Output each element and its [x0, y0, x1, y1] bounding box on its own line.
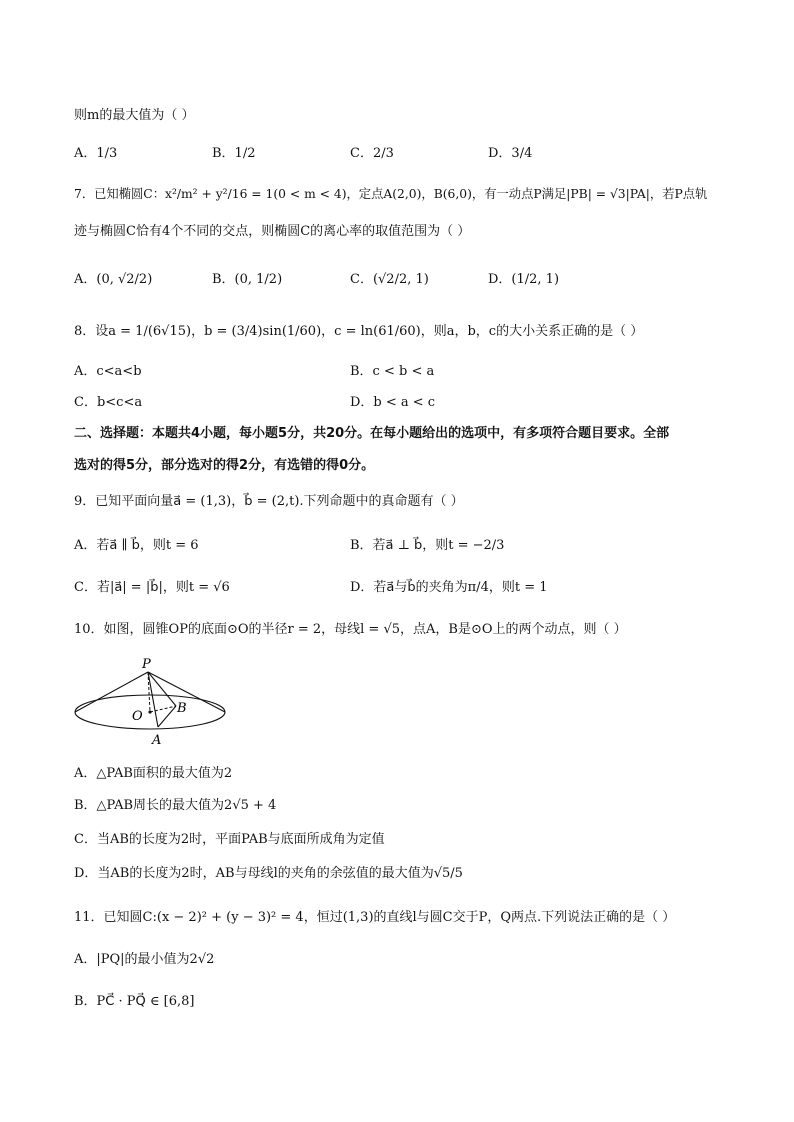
q11-option-a: A．|PQ|的最小值为2√2: [74, 952, 215, 967]
q6-option-a: A．1/3: [74, 146, 118, 161]
q11-stem: 11．已知圆C:(x − 2)² + (y − 3)² = 4，恒过(1,3)的直线l与圆C交于P，Q两点.下列说法正确的是（ ）: [74, 910, 676, 925]
cone-diagram: [70, 656, 230, 746]
q6-option-d: D．3/4: [488, 146, 533, 161]
q8-option-d: D．b < a < c: [350, 395, 436, 410]
label-o: O: [132, 709, 143, 724]
q7-stem-line1: 7．已知椭圆C：x²/m² + y²/16 = 1(0 < m < 4)，定点A(2,0)，B(6,0)，有一动点P满足|PB| = √3|PA|，若P点轨: [74, 187, 708, 201]
q8-option-c: C．b<c<a: [74, 395, 143, 410]
q8-option-b: B．c < b < a: [350, 364, 435, 379]
q6-option-c: C．2/3: [350, 146, 394, 161]
segment-pb: [148, 672, 176, 706]
q6-tail: 则m的最大值为（ ）: [74, 108, 195, 123]
q8-stem: 8．设a = 1/(6√15)，b = (3/4)sin(1/60)，c = ln(61/60)，则a，b，c的大小关系正确的是（ ）: [74, 324, 644, 339]
label-p: P: [142, 657, 151, 672]
section2-heading-line1: 二、选择题：本题共4小题，每小题5分，共20分。在每小题给出的选项中，有多项符合题目要求。全部: [74, 426, 670, 441]
section2-heading-line2: 选对的得5分，部分选对的得2分，有选错的得0分。: [74, 458, 375, 473]
q8-option-a: A．c<a<b: [74, 364, 142, 379]
q7-option-b: B．(0, 1/2): [212, 272, 283, 287]
q9-option-c: C．若|a⃗| = |b⃗|，则t = √6: [74, 580, 230, 595]
q9-stem: 9．已知平面向量a⃗ = (1,3)，b⃗ = (2,t).下列命题中的真命题有（ ）: [74, 494, 464, 509]
q9-option-d: D．若a⃗与b⃗的夹角为π/4，则t = 1: [350, 580, 548, 595]
q10-stem: 10．如图，圆锥OP的底面⊙O的半径r = 2，母线l = √5，点A，B是⊙O上的两个动点，则（ ）: [74, 622, 627, 637]
q10-option-b: B．△PAB周长的最大值为2√5 + 4: [74, 798, 277, 813]
q10-option-a: A．△PAB面积的最大值为2: [74, 766, 233, 781]
q11-option-b: B．PC⃗ · PQ⃗ ∈ [6,8]: [74, 994, 195, 1009]
q10-option-c: C．当AB的长度为2时，平面PAB与底面所成角为定值: [74, 832, 385, 847]
q7-stem-line2: 迹与椭圆C恰有4个不同的交点，则椭圆C的离心率的取值范围为（ ）: [74, 224, 471, 239]
q10-option-d: D．当AB的长度为2时，AB与母线l的夹角的余弦值的最大值为√5/5: [74, 866, 463, 881]
cone-figure: [70, 656, 230, 746]
label-a: A: [152, 733, 162, 746]
center-point-o: [148, 710, 151, 713]
q7-option-a: A．(0, √2/2): [74, 272, 153, 287]
q9-option-a: A．若a⃗ ∥ b⃗，则t = 6: [74, 538, 199, 553]
q7-option-d: D．(1/2, 1): [488, 272, 560, 287]
q6-option-b: B．1/2: [212, 146, 256, 161]
cone-left-generatrix: [75, 672, 148, 712]
q9-option-b: B．若a⃗ ⊥ b⃗，则t = −2/3: [350, 538, 505, 553]
label-b: B: [177, 701, 187, 716]
q7-option-c: C．(√2/2, 1): [350, 272, 429, 287]
